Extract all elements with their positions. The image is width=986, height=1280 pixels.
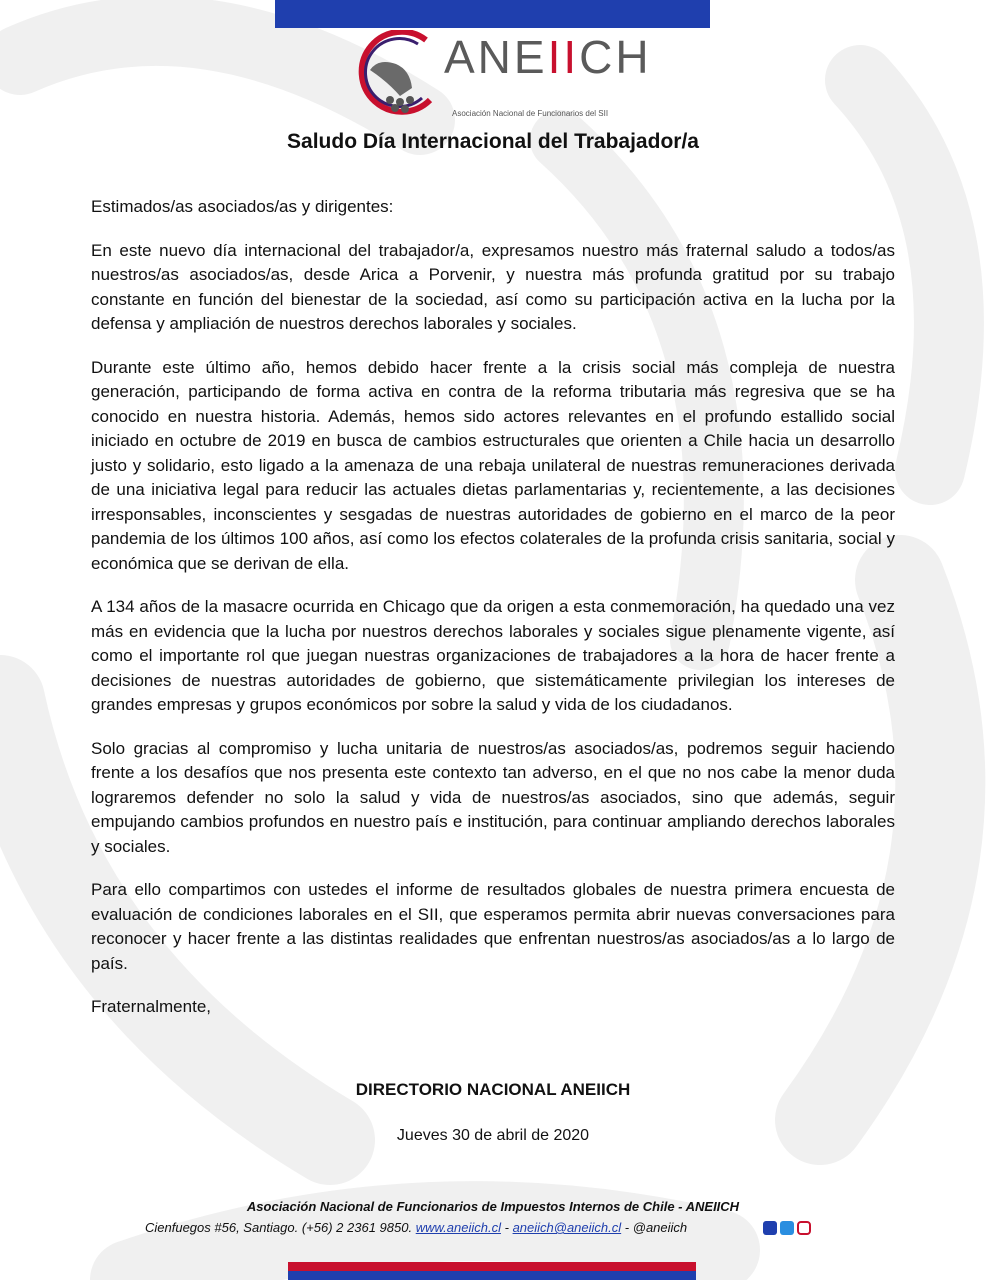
footer-address: Cienfuegos #56, Santiago. (+56) 2 2361 9850. bbox=[145, 1220, 413, 1235]
footer-separator: - bbox=[624, 1220, 630, 1235]
social-handle: @aneiich bbox=[632, 1220, 688, 1235]
paragraph-2: Durante este último año, hemos debido hacer frente a la crisis social más compleja de nuestra generación, participando de forma activa en contra de la reforma tributaria más regresiva que se ha conocido en nuestra historia. Además, hemos sido actores relevantes en el profundo estallido social iniciado en octubre de 2019 en busca de cambios estructurales que orienten a Chile hacia un desarrollo justo y solidario, esto ligado a la amenaza de una rebaja unilateral de nuestras remuneraciones derivada de una iniciativa legal para reducir las actuales dietas parlamentarias y, recientemente, a las decisiones irresponsables, inconscientes y sesgadas de nuestras autoridades de gobierno en el marco de la peor pandemia de los últimos 100 años, así como los efectos colaterales de la profunda crisis sanitaria, social y económica que se derivan de ella. bbox=[91, 357, 895, 573]
aneiich-logo bbox=[348, 30, 652, 126]
paragraph-1: En este nuevo día internacional del trabajador/a, expresamos nuestro más fraternal saludo a todos/as nuestros/as asociados/as, desde Arica a Porvenir, y nuestra más profunda gratitud por su trabajo constante en función del bienestar de la sociedad, así como su participación activa en la lucha por la defensa y ampliación de nuestros derechos laborales y sociales. bbox=[91, 240, 895, 333]
facebook-icon[interactable] bbox=[763, 1221, 777, 1235]
website-link[interactable]: www.aneiich.cl bbox=[415, 1220, 501, 1235]
logo-subtitle: Asociación Nacional de Funcionarios del SII bbox=[452, 109, 609, 118]
document-title: Saludo Día Internacional del Trabajador/a bbox=[287, 130, 699, 153]
footer-org-name: Asociación Nacional de Funcionarios de Impuestos Internos de Chile - ANEIICH bbox=[246, 1199, 740, 1214]
footer-color-bar bbox=[288, 1262, 696, 1280]
logo-wordmark: ANEIICH bbox=[444, 31, 652, 83]
letter-body bbox=[91, 195, 895, 1039]
signature: DIRECTORIO NACIONAL ANEIICH bbox=[355, 1080, 631, 1099]
paragraph-3: A 134 años de la masacre ocurrida en Chicago que da origen a esta conmemoración, ha quedado una vez más en evidencia que la lucha por nuestros derechos laborales y sociales sigue plenamente vigente, así como el importante rol que juegan nuestras organizaciones de trabajadores a la hora de hacer frente a decisiones de nuestras autoridades de gobierno, que sistemáticamente privilegian los intereses de grandes empresas y grupos económicos por sobre la salud y vida de los ciudadanos. bbox=[91, 597, 895, 714]
instagram-icon[interactable] bbox=[797, 1221, 811, 1235]
twitter-icon[interactable] bbox=[780, 1221, 794, 1235]
cornucopia-emblem-icon bbox=[348, 30, 438, 126]
greeting: Estimados/as asociados/as y dirigentes: bbox=[91, 197, 394, 216]
closing: Fraternalmente, bbox=[91, 997, 211, 1016]
footer-separator: - bbox=[504, 1220, 509, 1235]
letter-date: Jueves 30 de abril de 2020 bbox=[396, 1127, 590, 1144]
social-icons bbox=[763, 1221, 811, 1235]
header-blue-bar bbox=[275, 0, 710, 28]
paragraph-5: Para ello compartimos con ustedes el informe de resultados globales de nuestra primera encuesta de evaluación de condiciones laborales en el SII, que esperamos permita abrir nuevas conversaciones para reconocer y hacer frente a las distintas realidades que enfrentan nuestros/as asociados/as a lo largo de país. bbox=[91, 880, 895, 973]
footer-contact bbox=[145, 1220, 687, 1235]
email-link[interactable]: aneiich@aneiich.cl bbox=[512, 1220, 622, 1235]
paragraph-4: Solo gracias al compromiso y lucha unitaria de nuestros/as asociados/as, podremos seguir haciendo frente a los desafíos que nos presenta este contexto tan adverso, en el que no nos cabe la menor duda lograremos defender no solo la salud y vida de nuestros/as asociados, sino que además, seguir empujando cambios profundos en nuestro país e institución, para continuar ampliando derechos laborales y sociales. bbox=[91, 738, 895, 856]
